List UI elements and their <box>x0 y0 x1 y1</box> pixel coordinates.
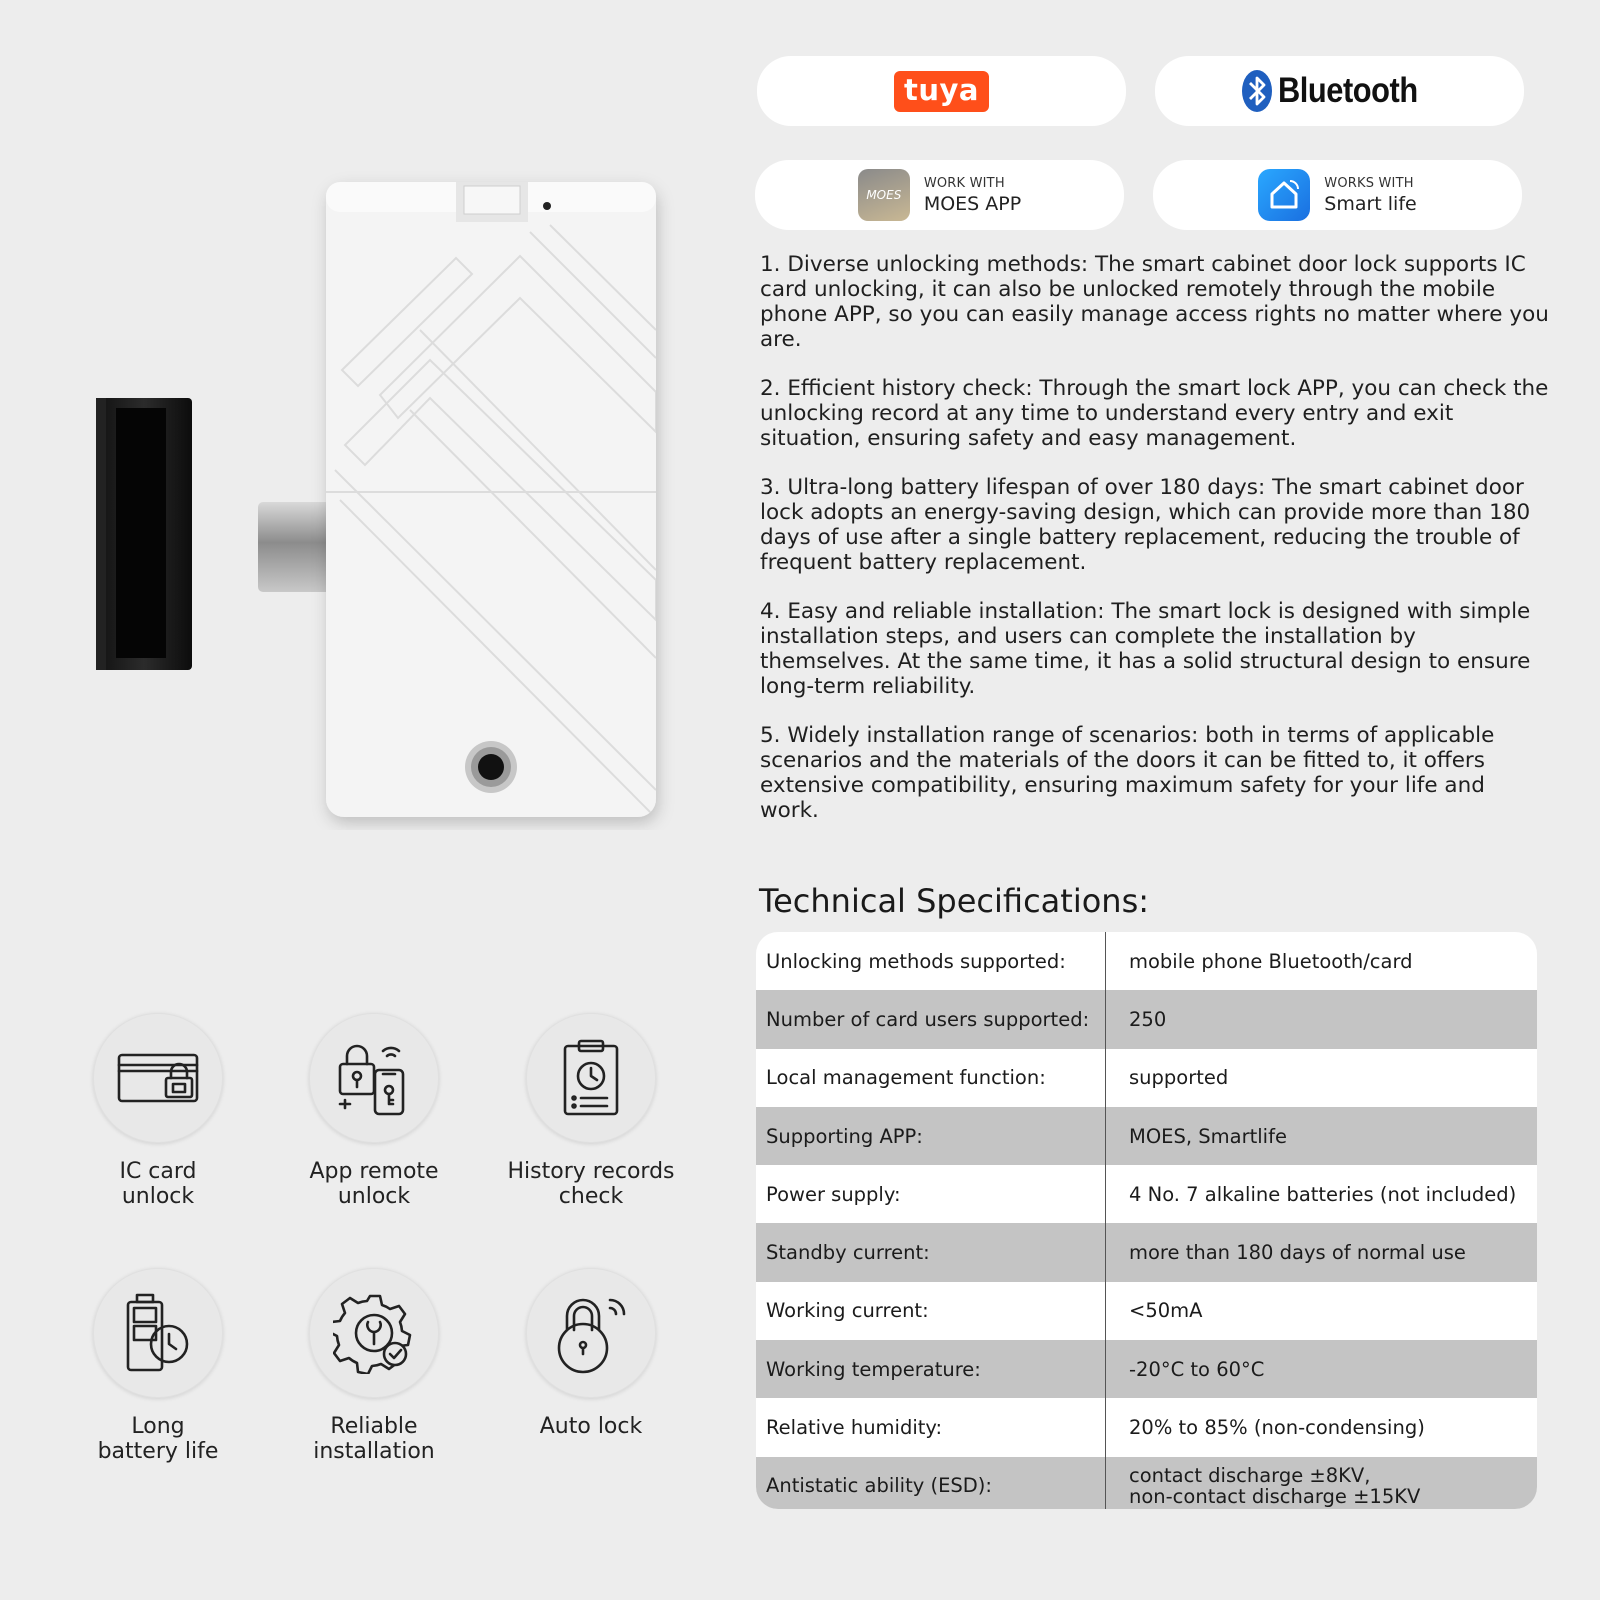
moes-app-badge <box>755 160 1124 230</box>
spec-value: more than 180 days of normal use <box>1129 1241 1466 1265</box>
spec-row <box>756 932 1537 990</box>
feature-label: battery life <box>97 1439 219 1464</box>
spec-value: MOES, Smartlife <box>1129 1124 1287 1148</box>
spec-value: mobile phone Bluetooth/card <box>1129 949 1413 973</box>
description-item: 5. Widely installation range of scenarios: both in terms of applicable scenarios and the materials of the doors it can be fitted to, it offers extensive compatibility, ensuring maximum safety for your life and work. <box>760 723 1495 823</box>
tuya-badge <box>757 56 1126 126</box>
spec-row <box>756 1107 1537 1165</box>
bluetooth-icon <box>1242 70 1272 112</box>
spec-label: Supporting APP: <box>756 1107 1106 1165</box>
spec-row <box>756 990 1537 1048</box>
feature-auto-lock <box>476 1268 706 1439</box>
moes-app-name: MOES APP <box>923 192 1022 215</box>
spec-value: 4 No. 7 alkaline batteries (not included) <box>1129 1182 1517 1206</box>
spec-value: 250 <box>1129 1007 1167 1031</box>
feature-installation <box>259 1268 489 1464</box>
spec-title: Technical Specifications: <box>759 882 1150 920</box>
feature-label: Long <box>131 1414 185 1439</box>
description-item: 2. Efficient history check: Through the smart lock APP, you can check the unlocking record at any time to understand every entry and exit situation, ensuring safety and easy management. <box>760 376 1549 451</box>
ic-card-icon <box>116 1051 200 1105</box>
bluetooth-label: Bluetooth <box>1278 71 1418 110</box>
moes-logo: MOES <box>858 169 910 221</box>
spec-value <box>1106 1457 1537 1509</box>
spec-label: Relative humidity: <box>756 1398 1106 1456</box>
smart-life-work-with: WORKS WITH <box>1324 175 1414 191</box>
spec-label: Number of card users supported: <box>756 990 1106 1048</box>
feature-label: History records <box>507 1159 675 1184</box>
feature-label: check <box>558 1184 624 1209</box>
history-clipboard-icon <box>561 1038 621 1118</box>
moes-work-with: WORK WITH <box>923 175 1005 191</box>
feature-description <box>760 252 1550 847</box>
feature-ic-card <box>43 1013 273 1209</box>
spec-value: 20% to 85% (non-condensing) <box>1129 1416 1425 1440</box>
spec-row <box>756 1340 1537 1398</box>
gear-wrench-icon <box>333 1292 415 1374</box>
spec-table <box>756 932 1537 1509</box>
description-item: 4. Easy and reliable installation: The smart lock is designed with simple installation steps, and users can complete the installation by themselves. At the same time, it has a solid structural design to ensure long-term reliability. <box>760 599 1531 699</box>
feature-label: App remote <box>309 1159 439 1184</box>
padlock-signal-icon <box>553 1292 629 1374</box>
product-image-lock <box>80 170 680 830</box>
feature-app-remote <box>259 1013 489 1209</box>
spec-label: Antistatic ability (ESD): <box>756 1457 1106 1509</box>
spec-label: Working current: <box>756 1282 1106 1340</box>
spec-value-line: contact discharge ±8KV, <box>1129 1463 1371 1487</box>
spec-label: Working temperature: <box>756 1340 1106 1398</box>
feature-label: IC card <box>119 1159 197 1184</box>
feature-label: unlock <box>337 1184 411 1209</box>
feature-label: unlock <box>121 1184 195 1209</box>
smart-life-house-icon <box>1258 169 1310 221</box>
feature-history <box>476 1013 706 1209</box>
tuya-logo: tuya <box>894 71 989 112</box>
spec-value-line: non-contact discharge ±15KV <box>1129 1484 1421 1508</box>
spec-row <box>756 1457 1537 1509</box>
feature-battery <box>43 1268 273 1464</box>
smart-life-app-name: Smart life <box>1324 192 1417 215</box>
spec-row <box>756 1223 1537 1281</box>
spec-label: Local management function: <box>756 1049 1106 1107</box>
spec-value: supported <box>1129 1066 1229 1090</box>
description-item: 3. Ultra-long battery lifespan of over 180 days: The smart cabinet door lock adopts an energy-saving design, which can provide more than 180 days of use after a single battery replacement, reducing the trouble of frequent battery replacement. <box>760 475 1531 575</box>
spec-row <box>756 1049 1537 1107</box>
spec-label: Unlocking methods supported: <box>756 932 1106 990</box>
battery-clock-icon <box>123 1292 193 1374</box>
app-remote-icon <box>337 1038 411 1118</box>
spec-value: <50mA <box>1129 1299 1203 1323</box>
spec-label: Standby current: <box>756 1223 1106 1281</box>
spec-row <box>756 1398 1537 1456</box>
smart-life-badge <box>1153 160 1522 230</box>
bluetooth-badge <box>1155 56 1524 126</box>
spec-row <box>756 1165 1537 1223</box>
feature-label: installation <box>313 1439 435 1464</box>
description-item: 1. Diverse unlocking methods: The smart cabinet door lock supports IC card unlocking, it can also be unlocked remotely through the mobile phone APP, so you can easily manage access rights no matter where you are. <box>760 252 1549 352</box>
spec-label: Power supply: <box>756 1165 1106 1223</box>
spec-value: -20°C to 60°C <box>1129 1357 1265 1381</box>
feature-label: Auto lock <box>539 1414 643 1439</box>
feature-label: Reliable <box>330 1414 418 1439</box>
spec-row <box>756 1282 1537 1340</box>
